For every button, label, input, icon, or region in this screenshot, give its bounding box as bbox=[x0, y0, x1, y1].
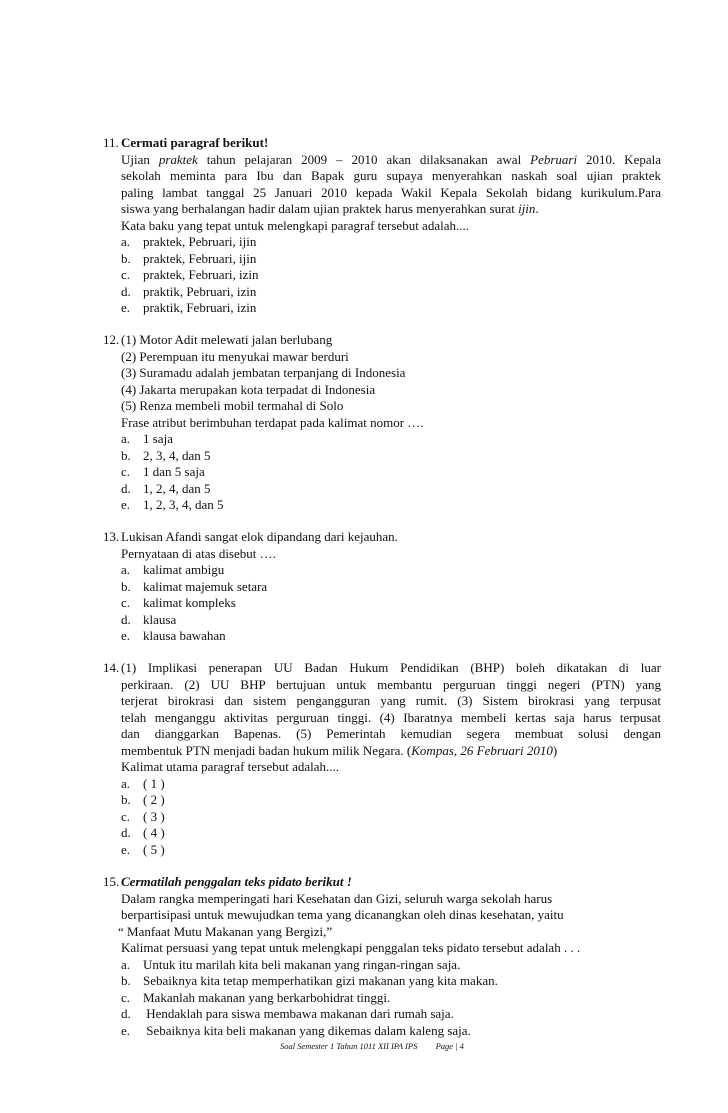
paragraph-line: perkiraan. (2) UU BHP bertujuan untuk membantu perguruan tinggi negeri (PTN) yang bbox=[121, 676, 661, 692]
statement-3: (3) Suramadu adalah jembatan terpanjang di Indonesia bbox=[121, 365, 406, 380]
paragraph-line: “ Manfaat Mutu Makanan yang Bergizi,” bbox=[118, 923, 333, 939]
option-b[interactable]: b. 2, 3, 4, dan 5 bbox=[121, 447, 211, 463]
option-d[interactable]: d. praktik, Pebruari, izin bbox=[121, 283, 257, 299]
option-b[interactable]: b. kalimat majemuk setara bbox=[121, 578, 268, 594]
footer-text: Soal Semester 1 Tahun 1011 XII IPA IPS bbox=[280, 1041, 418, 1051]
question-prompt: Pernyataan di atas disebut …. bbox=[121, 545, 276, 561]
question-prompt: Frase atribut berimbuhan terdapat pada kalimat nomor …. bbox=[121, 414, 424, 430]
paragraph-line: siswa yang berhalangan hadir dalam ujian praktek harus menyerahkan surat ijin. bbox=[121, 201, 539, 216]
paragraph-line: Ujian praktek tahun pelajaran 2009 – 2010 akan dilaksanakan awal Pebruari 2010. Kepala bbox=[121, 151, 661, 167]
option-a[interactable]: a. Untuk itu marilah kita beli makanan yang ringan-ringan saja. bbox=[121, 956, 461, 972]
paragraph-line: terjerat birokrasi dan sistem pengangguran yang rumit. (3) Sistem birokrasi yang terpusat bbox=[121, 693, 661, 708]
options-list bbox=[121, 562, 661, 645]
option-c[interactable]: c. Makanlah makanan yang berkarbohidrat tinggi. bbox=[121, 989, 391, 1005]
page-footer bbox=[280, 1041, 464, 1051]
options-list bbox=[121, 234, 661, 317]
option-b[interactable]: b. praktek, Februari, ijin bbox=[121, 250, 257, 266]
page-number: Page | 4 bbox=[435, 1041, 464, 1051]
question-number: 12. bbox=[103, 332, 120, 347]
paragraph-line: sekolah meminta para Ibu dan Bapak guru supaya menyerahkan naskah soal ujian praktek bbox=[121, 168, 661, 183]
paragraph-line: berpartisipasi untuk mewujudkan tema yang dicanangkan oleh dinas kesehatan, yaitu bbox=[121, 907, 564, 922]
question-13 bbox=[103, 529, 661, 645]
question-number: 14. bbox=[103, 660, 120, 675]
statement-2: (2) Perempuan itu menyukai mawar berduri bbox=[121, 348, 349, 364]
citation: Kompas, 26 Februari 2010 bbox=[411, 742, 553, 758]
question-prompt: Kalimat utama paragraf tersebut adalah.... bbox=[121, 759, 340, 774]
question-14 bbox=[103, 660, 661, 858]
question-number: 15. bbox=[103, 874, 120, 889]
question-12 bbox=[103, 332, 661, 514]
question-prompt: Kata baku yang tepat untuk melengkapi paragraf tersebut adalah.... bbox=[121, 217, 469, 233]
paragraph-line: telah menganggu aktivitas perguruan tinggi. (4) Ibaratnya membeli kertas saja harus terpusat bbox=[121, 709, 661, 725]
option-a[interactable]: a. ( 1 ) bbox=[121, 775, 165, 791]
question-stem: Lukisan Afandi sangat elok dipandang dari kejauhan. bbox=[121, 529, 398, 544]
option-b[interactable]: b. ( 2 ) bbox=[121, 792, 165, 808]
question-prompt: Kalimat persuasi yang tepat untuk melengkapi penggalan teks pidato tersebut adalah . . . bbox=[121, 940, 581, 955]
option-a[interactable]: a. 1 saja bbox=[121, 431, 173, 446]
option-a[interactable]: a. kalimat ambigu bbox=[121, 562, 225, 577]
option-d[interactable]: d. ( 4 ) bbox=[121, 825, 165, 841]
option-c[interactable]: c. praktek, Februari, izin bbox=[121, 267, 259, 283]
option-e[interactable]: e. ( 5 ) bbox=[121, 841, 165, 857]
option-a[interactable]: a. praktek, Pebruari, ijin bbox=[121, 234, 257, 249]
option-b[interactable]: b. Sebaiknya kita tetap memperhatikan gizi makanan yang kita makan. bbox=[121, 973, 498, 989]
question-number: 11. bbox=[103, 135, 119, 150]
option-e[interactable]: e. klausa bawahan bbox=[121, 628, 226, 644]
paragraph-line: dan dianggarkan Bapenas. (5) Pemerintah kemudian segera membuat solusi dengan bbox=[121, 726, 661, 741]
option-d[interactable]: d. Hendaklah para siswa membawa makanan dari rumah saja. bbox=[121, 1006, 454, 1022]
option-c[interactable]: c. ( 3 ) bbox=[121, 808, 165, 824]
question-11 bbox=[103, 135, 661, 317]
paragraph-line: paling lambat tanggal 25 Januari 2010 kepada Wakil Kepala Sekolah bidang kurikulum.Para bbox=[121, 184, 661, 200]
option-e[interactable]: e. 1, 2, 3, 4, dan 5 bbox=[121, 497, 224, 513]
statement-4: (4) Jakarta merupakan kota terpadat di Indonesia bbox=[121, 381, 376, 397]
option-c[interactable]: c. kalimat kompleks bbox=[121, 595, 236, 611]
option-e[interactable]: e. Sebaiknya kita beli makanan yang dikemas dalam kaleng saja. bbox=[121, 1022, 471, 1038]
statement-1: (1) Motor Adit melewati jalan berlubang bbox=[121, 332, 333, 347]
option-c[interactable]: c. 1 dan 5 saja bbox=[121, 464, 205, 480]
statement-5: (5) Renza membeli mobil termahal di Solo bbox=[121, 398, 344, 413]
options-list bbox=[121, 776, 661, 859]
option-e[interactable]: e. praktik, Februari, izin bbox=[121, 300, 257, 316]
paragraph-line: Dalam rangka memperingati hari Kesehatan dan Gizi, seluruh warga sekolah harus bbox=[121, 890, 553, 906]
question-number: 13. bbox=[103, 529, 120, 544]
option-d[interactable]: d. 1, 2, 4, dan 5 bbox=[121, 480, 211, 496]
paragraph-line: membentuk PTN menjadi badan hukum milik Negara. (Kompas, 26 Februari 2010) bbox=[121, 742, 558, 758]
options-list bbox=[121, 431, 661, 514]
question-15 bbox=[103, 874, 661, 1039]
question-title: Cermati paragraf berikut! bbox=[121, 135, 269, 150]
question-title: Cermatilah penggalan teks pidato berikut ! bbox=[121, 874, 352, 889]
option-d[interactable]: d. klausa bbox=[121, 611, 177, 627]
options-list bbox=[121, 957, 661, 1040]
paragraph-line: (1) Implikasi penerapan UU Badan Hukum Pendidikan (BHP) boleh dikatakan di luar bbox=[121, 660, 661, 675]
